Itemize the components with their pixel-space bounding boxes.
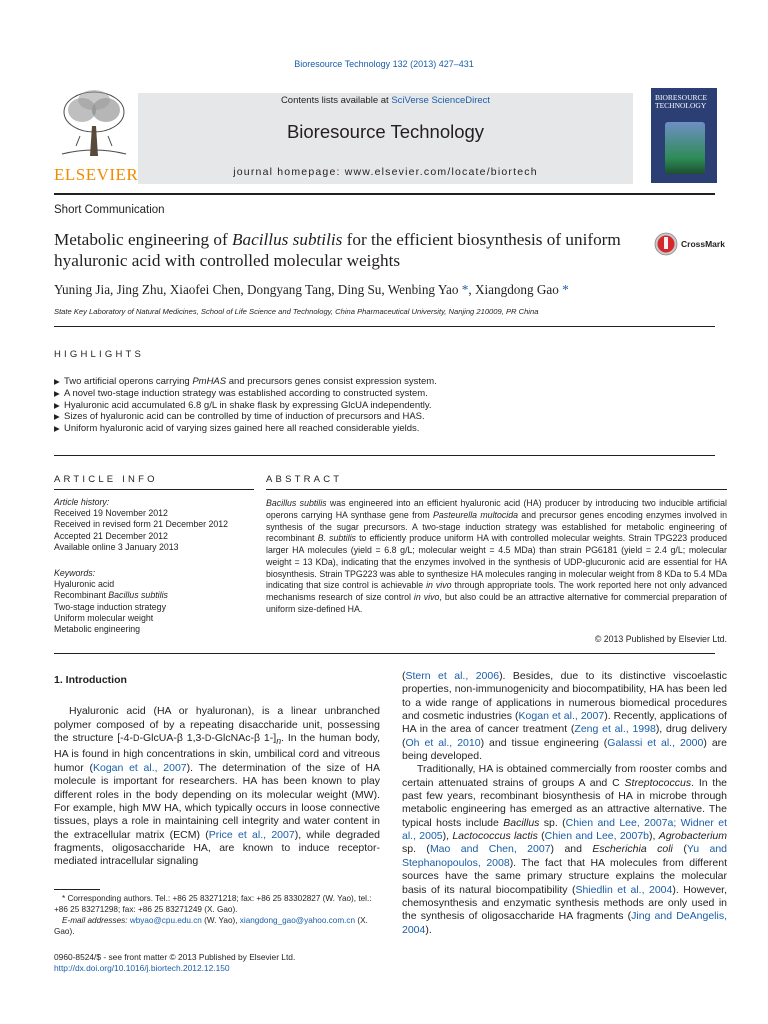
highlight-text — [64, 388, 428, 400]
reference-link[interactable]: Price et al., 2007 — [208, 828, 295, 841]
text-run: ). Recently, applications of HA in the area of cancer treatment ( — [402, 710, 727, 736]
highlights-heading: HIGHLIGHTS — [54, 349, 145, 360]
history-item: Received in revised form 21 December 2012 — [54, 519, 229, 530]
keyword: Uniform molecular weight — [54, 612, 154, 623]
text-run: ). The fact that HA molecules from different sources have the same primary structure explains the molecular basis of its natural biocompatibility ( — [402, 856, 728, 896]
elsevier-wordmark: ELSEVIER — [54, 165, 139, 184]
text-run: Bacillus — [503, 816, 540, 829]
text-run: ). The determination of the size of HA molecule is important for researchers. HA has been known to play different roles in the body depending on its molecular weight (MW). For example, high MW HA, which typically occurs in loose connective tissues, plays a role in maintaining cell integrity and water content in the extracellular matrix (ECM) ( — [54, 761, 380, 841]
text-run: Sizes of hyaluronic acid can be controlled by time of induction of precursors and HAS. — [64, 411, 425, 423]
reference-link[interactable]: Kogan et al., 2007 — [518, 710, 605, 723]
abstract-part: through appropriate tools. The work reported here not only advanced mechanisms research of size control — [266, 580, 727, 602]
text-run: D — [133, 733, 140, 744]
header-rule — [54, 193, 715, 195]
text-run: PmHAS — [192, 376, 227, 387]
text-run: Lactococcus lactis — [452, 830, 538, 843]
footnote-text: (X. Gao). — [54, 915, 368, 936]
crossmark-button[interactable] — [654, 232, 725, 256]
crossmark-label: CrossMark — [681, 239, 725, 249]
affiliation: State Key Laboratory of Natural Medicines, School of Life Science and Technology, China Pharmaceutical University, Nanjing 210009, PR China — [54, 307, 539, 316]
title-part: Metabolic engineering of — [54, 230, 233, 249]
text-run: . In the past few years, recombinant biosynthesis of HA in microbe through metabolic engineering has emerged as an attractive alternative. The typical hosts include — [402, 776, 728, 829]
reference-link[interactable]: Kogan et al., 2007 — [92, 761, 187, 774]
body-left-column — [54, 674, 380, 869]
bullet-triangle-icon: ▶ — [54, 412, 60, 422]
text-run: -GlcNAc-β 1-] — [211, 732, 277, 745]
cover-art — [665, 122, 705, 174]
front-matter — [54, 952, 380, 974]
text-run: ) are being developed. — [402, 736, 727, 763]
text-run: Hyaluronic acid (HA or hyaluronan), is a linear unbranched polymer composed of by a repeating disaccharide unit, possessing the structure [-4- — [54, 705, 380, 745]
abstract-em: B. subtilis — [317, 533, 356, 544]
highlight-text — [64, 376, 437, 388]
history-item: Received 19 November 2012 — [54, 508, 168, 519]
text-run: ) and — [550, 843, 593, 856]
corr-author-link[interactable]: * — [562, 282, 569, 297]
journal-cover — [651, 88, 717, 183]
sciencedirect-link[interactable]: SciVerse ScienceDirect — [391, 95, 491, 106]
elsevier-logo — [54, 86, 139, 184]
text-run: Hyaluronic acid accumulated 6.8 g/L in shake flask by expressing GlcUA independently. — [64, 399, 432, 411]
abstract-part: and precursor genes encoding enzymes involved in synthesis of the sugar precursors. A two-stage induction strategy was established for metabolic engineering of recombinant — [266, 509, 727, 544]
article-history — [54, 497, 254, 553]
text-run: A novel two-stage induction strategy was established according to constructed system. — [64, 387, 428, 399]
article-type: Short Communication — [54, 204, 165, 216]
abstract-heading: ABSTRACT — [266, 474, 343, 485]
reference-link[interactable]: Chien and Lee, 2007b — [544, 830, 650, 843]
doi-link[interactable]: http://dx.doi.org/10.1016/j.biortech.2012.12.150 — [54, 963, 230, 973]
reference-link[interactable]: Shiedlin et al., 2004 — [575, 883, 673, 896]
contents-line — [138, 95, 633, 106]
highlight-text — [64, 400, 432, 412]
highlight-text — [64, 423, 419, 435]
article-info-heading: ARTICLE INFO — [54, 474, 158, 485]
text-run: ) and tissue engineering ( — [480, 736, 608, 749]
journal-homepage[interactable]: journal homepage: www.elsevier.com/locate/biortech — [233, 166, 538, 178]
text-run: ). However, chemosynthesis and enzymatic synthesis methods are only used in the synthesis of oligosaccharide HA fragments ( — [402, 883, 727, 923]
body-paragraph — [402, 763, 727, 936]
highlights-list — [54, 376, 714, 435]
email-link[interactable]: wbyao@cpu.edu.cn — [129, 915, 202, 925]
history-label: Article history: — [54, 497, 110, 507]
corr-author-link[interactable]: * — [461, 282, 469, 297]
bullet-triangle-icon: ▶ — [54, 424, 60, 434]
reference-link[interactable]: Jing and DeAngelis, 2004 — [402, 910, 727, 936]
email-footnote — [54, 916, 380, 938]
crossmark-icon — [654, 232, 678, 256]
copyright: © 2013 Published by Elsevier Ltd. — [594, 634, 727, 644]
bullet-triangle-icon: ▶ — [54, 388, 60, 398]
title-part: for the efficient biosynthesis of uniform hyaluronic acid with controlled molecular weights — [54, 230, 621, 270]
abstract-em: in vivo — [413, 592, 440, 602]
reference-link[interactable]: Zeng et al., 1998 — [574, 723, 656, 736]
abstract-part: to efficiently produce uniform HA with controlled molecular weights. Strain TPG223 produced larger HA molecules (yield = 6.8 g/L; molecular weight = 4.5 MDa) than strain PG6181 (yield = 2.4 g/L; molecular weight = 13 KDa), indicating that the enzymes involved in the synthesis of UDP-glucuronic acid are essential for HA biosynthesis. Strain TPG223 was able to synthesize HA molecules ranging in molecular weight from 8 KDa to 5.4 MDa indicating that size control is achievable — [266, 533, 727, 591]
corr-footnote — [54, 894, 380, 916]
highlights-rule — [54, 455, 715, 456]
title-organism: Bacillus subtilis — [232, 230, 343, 249]
reference-link[interactable]: Galassi et al., 2000 — [607, 736, 704, 749]
reference-link[interactable]: Chien and Lee, 2007a; Widner et al., 2005 — [402, 816, 727, 843]
text-run: Streptococcus — [624, 776, 692, 789]
abstract-em: in vivo — [426, 580, 452, 591]
text-run: sp. ( — [539, 816, 566, 829]
text-run: ), while degraded fragments, oligosaccharide HA, are known to induce receptor-mediated intracellular signaling — [54, 828, 380, 868]
text-run: ). Besides, due to its distinctive viscoelastic properties, non-immunogenicity and biocompatibility, HA has been led to a wide range of applications in numerous biomedical procedures and cosmetic industries ( — [402, 670, 727, 723]
text-run: Escherichia coli — [592, 843, 673, 856]
journal-masthead-band — [138, 93, 633, 184]
keyword: Metabolic engineering — [54, 624, 141, 635]
highlight-item — [54, 388, 714, 400]
text-run: ). — [425, 923, 432, 936]
bullet-triangle-icon: ▶ — [54, 400, 60, 410]
history-item: Accepted 21 December 2012 — [54, 530, 168, 541]
abstract-part: , but also could be an attractive alternative for commercial preparation of uniform size-defined HA. — [266, 592, 727, 614]
article-title — [54, 229, 644, 271]
highlight-item — [54, 376, 714, 388]
keyword: Two-stage induction strategy — [54, 601, 166, 612]
reference-link[interactable]: Mao and Chen, 2007 — [429, 843, 551, 856]
text-run: ( — [537, 830, 545, 843]
text-run: . In the human body, HA is found in high concentrations in skin, umbilical cord and vitreous humor ( — [54, 732, 380, 774]
text-run: Uniform hyaluronic acid of varying sizes gained here all reached considerable yields. — [64, 423, 420, 435]
abstract-text — [266, 498, 727, 616]
citation-link[interactable]: Bioresource Technology 132 (2013) 427–431 — [294, 59, 474, 69]
keyword-part: Recombinant — [54, 590, 109, 601]
author-last: Xiangdong Gao — [474, 282, 559, 297]
keyword: Hyaluronic acid — [54, 579, 115, 590]
abstract-em: Bacillus subtilis — [266, 498, 327, 508]
text-run: -GlcUA-β 1,3- — [139, 732, 205, 745]
abstract-em: Pasteurella multocida — [433, 509, 518, 520]
bullet-triangle-icon: ▶ — [54, 377, 60, 386]
text-run: sp. ( — [402, 843, 430, 856]
text-run: Traditionally, HA is obtained commercially from rooster combs and certain attenuated strains of groups A and C — [402, 763, 727, 789]
issn-line: 0960-8524/$ - see front matter © 2013 Published by Elsevier Ltd. — [54, 952, 296, 962]
reference-link[interactable]: Yu and Stephanopoulos, 2008 — [402, 843, 728, 869]
keywords-label: Keywords: — [54, 568, 96, 578]
highlight-item — [54, 411, 714, 423]
body-paragraph: (Stern et al., 2006). Besides, due to its distinctive viscoelastic properties, non-immunogenicity and biocompatibility, HA has been led to a wide range of applications in numerous biomedical procedures and cosmetic industries (Kogan et al., 2007). Recently, applications of HA in the area of cancer treatment (Zeng et al., 1998), drug delivery (Oh et al., 2010) and tissue engineering (Galassi et al., 2000) are being developed. — [402, 670, 727, 763]
authors-text: Yuning Jia, Jing Zhu, Xiaofei Chen, Dongyang Tang, Ding Su, Wenbing Yao — [54, 282, 459, 297]
text-run: Agrobacterium — [658, 830, 727, 843]
journal-name: Bioresource Technology — [286, 121, 485, 142]
history-item: Available online 3 January 2013 — [54, 541, 179, 552]
info-rule — [54, 489, 254, 490]
text-run: Two artificial operons carrying — [64, 376, 193, 387]
email-link[interactable]: xiangdong_gao@yahoo.com.cn — [239, 915, 356, 925]
text-run: ), drug delivery ( — [402, 723, 727, 749]
footnote-text: (W. Yao), — [201, 915, 240, 925]
text-run: and precursors genes consist expression system. — [226, 376, 437, 387]
keyword — [54, 590, 254, 601]
keywords — [54, 568, 254, 635]
cover-title: BIORESOURCE TECHNOLOGY — [655, 93, 708, 110]
text-run: ), — [442, 830, 453, 843]
text-run: ( — [672, 843, 687, 856]
footnote-mark: * — [62, 894, 66, 903]
affiliation-rule — [54, 326, 715, 327]
footnote-rule — [54, 889, 100, 890]
elsevier-tree-icon — [54, 86, 134, 158]
abstract-part: was engineered into an efficient hyaluronic acid (HA) producer by introducing two inducible artificial operons carrying HA synthase gene from — [266, 498, 727, 520]
reference-link[interactable]: Stern et al., 2006 — [405, 670, 500, 682]
keyword-organism: Bacillus subtilis — [108, 590, 168, 601]
contents-prefix: Contents lists available at — [280, 95, 392, 106]
highlight-text — [64, 411, 425, 423]
text-run: D — [204, 733, 212, 744]
journal-citation[interactable] — [0, 59, 768, 69]
abstract-rule — [266, 489, 727, 490]
abstract-end-rule — [54, 653, 715, 654]
footnotes — [54, 894, 380, 938]
highlight-item — [54, 400, 714, 412]
text-run: ), — [649, 830, 659, 843]
section-heading: 1. Introduction — [54, 674, 127, 686]
reference-link[interactable]: Oh et al., 2010 — [405, 736, 481, 749]
footnote-text: Corresponding authors. Tel.: +86 25 83271218; fax: +86 25 83302827 (W. Yao), tel.: +86 25 83271298; fax: +86 25 83271249 (X. Gao). — [54, 894, 372, 914]
highlight-item — [54, 423, 714, 435]
body-right-column — [402, 670, 727, 937]
email-label: E-mail addresses: — [62, 915, 128, 925]
author-list: Yuning Jia, Jing Zhu, Xiaofei Chen, Dongyang Tang, Ding Su, Wenbing Yao *, Xiangdong Gao * — [54, 282, 569, 297]
body-paragraph — [54, 705, 380, 868]
text-run: n — [276, 736, 282, 747]
